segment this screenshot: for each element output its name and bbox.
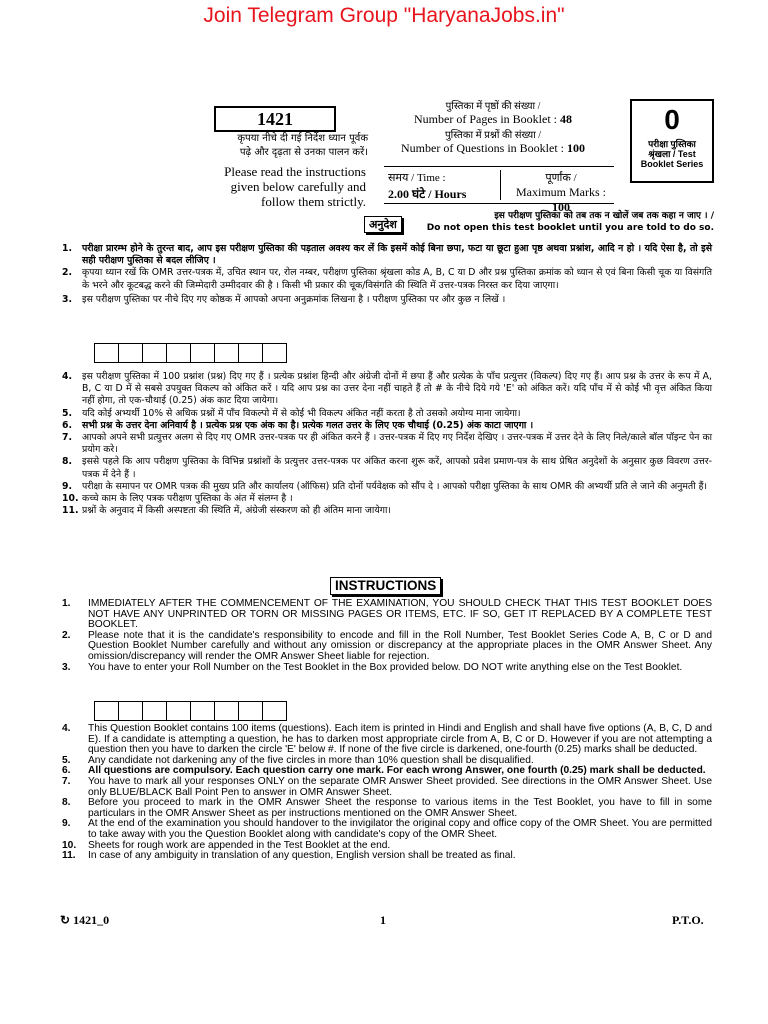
hindi-item: 9. परीक्षा के समापन पर OMR पत्रक की मुख्य प्रति और कार्यालय (ऑफिस) प्रति दोनों पर्यवेक्षक को सौंप दे । आपको परीक्षा पुस्तिका के साथ OMR की अभ्यर्थी प्रति ले जाने की अनुमती हैं। [62,480,708,492]
roll-digit-box[interactable] [262,343,287,363]
recycle-icon: ↻ [60,913,74,927]
hindi-instructions-part1 [62,243,712,306]
hindi-instructions-part2 [62,371,712,517]
series-hindi-1: परीक्षा पुस्तिका [648,139,696,149]
english-item: 9. At the end of the examination you should handover to the invigilator the original copy and office copy of the OMR Sheet. You are permitted to take away with you the Question Booklet along with candidate's copy of the OMR Sheet. [62,818,712,840]
do-not-open-notice [424,210,714,234]
marks-label: Maximum Marks : [516,185,606,199]
english-item: 11. In case of any ambiguity in translation of any question, English version shall be treated as final. [62,850,516,862]
questions-label: Number of Questions in Booklet : [401,141,564,155]
english-item: 6. All questions are compulsory. Each question carry one mark. For each wrong Answer, one fourth (0.25) mark shall be deducted. [62,765,706,777]
roll-digit-box[interactable] [238,701,263,721]
time-marks-box [384,166,614,214]
english-item: 1. IMMEDIATELY AFTER THE COMMENCEMENT OF THE EXAMINATION, YOU SHOULD CHECK THAT THIS TEST BOOKLET DOES NOT HAVE ANY UNPRINTED OR TORN OR MISSING PAGES OR ITEMS, ETC. IF SO, GET IT REPLACED BY A COMPLETE TEST BOOKLET. [62,598,712,631]
pto-label: P.T.O. [672,913,704,927]
english-item: 5. Any candidate not darkening any of the five circles in more than 10% question shall be disqualified. [62,754,534,766]
instruction-hindi-line: पढ़े और दृढ़ता से उनका पालन करें। [239,147,368,158]
hindi-item: 8. इससे पहले कि आप परीक्षण पुस्तिका के विभिन्न प्रश्नांशों के प्रत्युत्तर उत्तर-पत्रक पर अंकित करना शुरू करें, आपको प्रवेश प्रमाण-पत्र के साथ प्रेषित अनुदेशों के अनुसार कुछ विवरण उत्तर-पत्रक में देने हैं । [62,456,712,480]
series-english: Booklet Series [640,159,704,169]
marks-value: 100 [552,200,570,214]
english-item: 8. Before you proceed to mark in the OMR Answer Sheet the response to various items in the Test Booklet, you have to fill in some particulars in the OMR Answer Sheet as per instructions mentioned on the OMR Answer Sheet. [62,797,712,819]
hindi-item: 6. सभी प्रश्न के उत्तर देना अनिवार्य है । प्रत्येक प्रश्न एक अंक का है। प्रत्येक गलत उत्तर के लिए एक चौथाई (0.25) अंक काटा जाएगा । [62,419,534,431]
telegram-banner: Join Telegram Group "HaryanaJobs.in" [203,4,565,27]
roll-digit-box[interactable] [142,701,167,721]
hindi-item: 10. कच्चे काम के लिए पत्रक परीक्षण पुस्तिका के अंत में संलग्न है । [62,493,293,505]
instruction-english-line: Please read the instructions [224,164,366,179]
instruction-english-line: follow them strictly. [261,194,366,209]
marks-hindi: पूर्णांक / [545,172,577,184]
english-instructions-part2 [62,724,712,862]
roll-digit-box[interactable] [214,343,239,363]
instruction-english-line: given below carefully and [230,179,366,194]
english-item: 4. This Question Booklet contains 100 items (questions). Each item is printed in Hindi and English and shall have five options (A, B, C, D and E). If a candidate is attempting a question, he has to darken most appropriate circle from A, B, C or D. However if you are not attempting a question then you have to darken the circle 'E' below #. If none of the five circle is darkened, one-fourth (0.25) marks shall be deducted. [62,723,712,756]
questions-hindi: पुस्तिका में प्रश्नों की संख्या / [444,130,541,141]
do-not-open-hindi: इस परीक्षण पुस्तिका को तब तक न खोलें जब तक कहा न जाए । / [494,211,714,221]
instructions-heading: INSTRUCTIONS [330,577,441,595]
english-item: 3. You have to enter your Roll Number on the Test Booklet in the Box provided below. DO NOT write anything else on the Test Booklet. [62,661,683,673]
roll-digit-box[interactable] [190,343,215,363]
hindi-item: 4. इस परीक्षण पुस्तिका में 100 प्रश्नांश (प्रश्न) दिए गए हैं । प्रत्येक प्रश्नांश हिन्दी और अंग्रेजी दोनों में छपा हैं और प्रत्येक के पाँच प्रत्युत्तर (विकल्प) दिए गए हैं। आप प्रश्न के उत्तर के रूप में A, B, C या D में से सबसे उपयुक्त विकल्प को अंकित करें । यदि आप प्रश्न का उत्तर देना नहीं चाहते हैं तो # के नीचे दिये गये 'E' को अंकित करें। यदि पाँच में से कोई भी वृत्त अंकित किया नहीं होगा, तो एक-चौथाई (0.25) अंक काट दिया जायेगा। [62,371,712,407]
roll-digit-box[interactable] [94,701,119,721]
english-item: 2. Please note that it is the candidate's responsibility to encode and fill in the Roll Number, Test Booklet Series Code A, B, C or D and Question Booklet Number carefully and without any omission or discrepancy at the appropriate places in the OMR Answer Sheet. Any omission/discrepancy will render the OMR Answer Sheet liable for rejection. [62,629,712,662]
footer-booklet-code: ↻ 1421_0 [60,913,110,927]
questions-value: 100 [566,141,585,155]
do-not-open-english: Do not open this test booklet until you are told to do so. [426,223,714,233]
english-instructions-part1 [62,599,712,673]
hindi-item: 3. इस परीक्षण पुस्तिका पर नीचे दिए गए कोष्ठक में आपको अपना अनुक्रमांक लिखना है । परीक्षण पुस्तिका पर और कुछ न लिखें । [62,293,506,305]
hindi-item: 11. प्रश्नों के अनुवाद में किसी अस्पष्टता की स्थिति में, अंग्रेजी संस्करण को ही अंतिम माना जायेगा। [62,505,391,517]
booklet-code: 1421 [214,106,336,132]
roll-digit-box[interactable] [214,701,239,721]
page-number: 1 [380,913,386,927]
instruction-hindi-line: कृपया नीचे दी गई निर्देश ध्यान पूर्वक [237,133,368,144]
instruction-hindi [206,132,368,160]
roll-number-boxes-english[interactable] [94,701,286,721]
roll-digit-box[interactable] [166,343,191,363]
hindi-item: 2. कृपया ध्यान रखें कि OMR उत्तर-पत्रक में, उचित स्थान पर, रोल नम्बर, परीक्षण पुस्तिका श्रृंखला कोड A, B, C या D और प्रश्न पुस्तिका क्रमांक को ध्यान से एवं बिना किसी चूक या विसंगति के भरने और कूटबद्ध करने की जिम्मेदारी उम्मीदवार की है । किसी भी प्रकार की चूक/विसंगति की स्थिति में उत्तर-पत्रक निरस्त कर दिया जाएगा। [62,267,712,291]
booklet-series-box [630,99,714,183]
english-item: 7. You have to mark all your responses ONLY on the separate OMR Answer Sheet provided. See directions in the OMR Answer Sheet. Use only BLUE/BLACK Ball Point Pen to answer in OMR Answer Sheet. [62,775,712,798]
hindi-item: 1. परीक्षा प्रारम्भ होने के तुरन्त बाद, आप इस परीक्षण पुस्तिका की पड़ताल अवश्य कर लें कि इसमें कोई बिना छपा, फटा या छूटा हुआ पृष्ठ अथवा प्रश्नांश, आदि न हो । यदि ऐसा है, तो इसे सही परीक्षण पुस्तिका से बदल लीजिए । [62,243,712,267]
anudesh-heading: अनुदेश [364,216,402,233]
pages-value: 48 [559,112,572,126]
pages-label: Number of Pages in Booklet : [414,112,557,126]
time-value: 2.00 घंटे / Hours [388,187,467,201]
booklet-meta [378,100,608,155]
english-item: 10. Sheets for rough work are appended in the Test Booklet at the end. [62,839,391,851]
roll-digit-box[interactable] [118,701,143,721]
roll-digit-box[interactable] [190,701,215,721]
roll-digit-box[interactable] [166,701,191,721]
roll-digit-box[interactable] [262,701,287,721]
series-value: 0 [664,104,680,135]
time-label: समय / Time : [388,172,446,184]
roll-digit-box[interactable] [118,343,143,363]
pages-hindi: पुस्तिका में पृष्ठों की संख्या / [445,101,541,112]
roll-digit-box[interactable] [94,343,119,363]
hindi-item: 7. आपको अपने सभी प्रत्युत्तर अलग से दिए गए OMR उत्तर-पत्रक पर ही अंकित करने हैं । उत्तर-पत्रक में दिए गए निर्देश देखिए । उत्तर-पत्रक में उत्तर देने के लिए निले/काले बॉल पॉइन्ट पेन का प्रयोग करे। [62,432,712,456]
roll-digit-box[interactable] [142,343,167,363]
roll-digit-box[interactable] [238,343,263,363]
roll-number-boxes-hindi[interactable] [94,343,286,363]
series-hindi-2: श्रृंखला / Test [648,149,696,159]
hindi-item: 5. यदि कोई अभ्यर्थी 10% से अधिक प्रश्नों में पाँच विकल्पो में से कोई भी विकल्प अंकित नहीं करता है तो उसको अयोग्य माना जायेगा। [62,407,521,419]
instruction-english [200,164,366,209]
